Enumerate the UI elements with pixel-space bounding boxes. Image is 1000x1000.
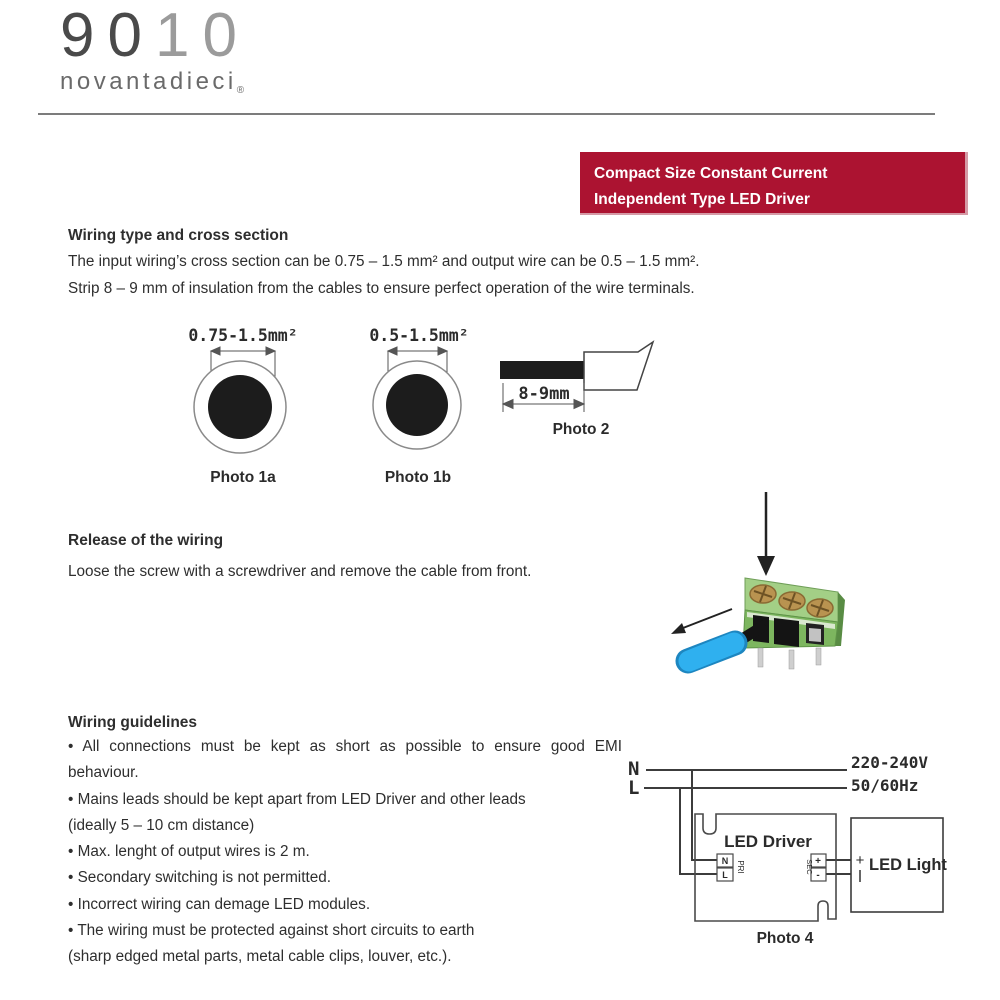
photo-4-caption: Photo 4 <box>756 930 814 947</box>
logo-digits-dark: 90 <box>60 1 155 70</box>
photo-1a-figure <box>165 325 325 495</box>
pri-label: PRI <box>736 860 745 874</box>
photo-2-dimension-label: 8-9mm <box>518 384 570 404</box>
release-paragraph: Loose the screw with a screwdriver and remove the cable from front. <box>68 563 532 580</box>
frequency-label: 50/60Hz <box>851 776 919 795</box>
guideline-line: (ideally 5 – 10 cm distance) <box>68 816 255 834</box>
press-down-arrow-icon <box>757 492 775 576</box>
terminal-pin <box>789 650 794 669</box>
guideline-line: • Mains leads should be kept apart from LED Driver and other leads <box>68 790 526 808</box>
photo-1b-caption: Photo 1b <box>384 469 452 486</box>
photo-2-figure <box>488 330 668 450</box>
terminal-l-label: L <box>722 870 728 880</box>
logo-9010 <box>60 1 250 70</box>
dimension-arrow-right-icon <box>266 347 275 355</box>
dimension-arrow-left-icon <box>503 400 513 409</box>
sec-label: SEC <box>805 859 814 875</box>
metal-clamp <box>809 628 821 642</box>
header-divider <box>38 113 935 115</box>
light-plus-mark: + <box>855 852 865 869</box>
wiring-type-line-1: The input wiring’s cross section can be 0.75 – 1.5 mm² and output wire can be 0.5 – 1.5 mm². <box>68 253 700 270</box>
banner-line-1: Compact Size Constant Current <box>594 165 828 182</box>
dimension-arrow-left-icon <box>388 347 397 355</box>
pull-out-arrow-icon <box>671 609 732 634</box>
line-label: L <box>628 777 640 799</box>
guidelines-list <box>68 734 622 971</box>
wiring-type-line-2: Strip 8 – 9 mm of insulation from the cables to ensure perfect operation of the wire terminals. <box>68 279 695 297</box>
terminal-pin <box>758 648 763 667</box>
voltage-label: 220-240V <box>851 753 929 772</box>
line-drop-wire <box>680 788 717 874</box>
dimension-arrow-right-icon <box>574 400 584 409</box>
registered-trademark-icon: ® <box>236 85 245 96</box>
terminal-screw <box>807 599 833 617</box>
guidelines-heading: Wiring guidelines <box>68 714 198 731</box>
logo-digits-light: 10 <box>154 1 250 70</box>
guideline-line: • Secondary switching is not permitted. <box>68 869 331 887</box>
led-driver-label: LED Driver <box>724 832 812 851</box>
terminal-screw <box>750 585 776 603</box>
guideline-line: • All connections must be kept as short as possible to ensure good EMI <box>68 738 622 755</box>
led-light-label: LED Light <box>869 856 947 874</box>
guideline-line: behaviour. <box>68 764 139 782</box>
terminal-screw <box>779 592 805 610</box>
product-banner <box>580 152 968 215</box>
cable-jacket <box>584 342 653 390</box>
guideline-line: (sharp edged metal parts, metal cable clips, louver, etc.). <box>68 948 452 966</box>
stripped-wire <box>500 361 584 379</box>
photo-1b-dimension-label: 0.5-1.5mm² <box>369 326 469 345</box>
photo-2-caption: Photo 2 <box>552 421 610 438</box>
photo-1a-caption: Photo 1a <box>210 469 276 486</box>
photo-1a-dimension-label: 0.75-1.5mm² <box>188 326 298 345</box>
dimension-arrow-right-icon <box>438 347 447 355</box>
wire-core-circle <box>208 375 272 439</box>
guideline-line: • The wiring must be protected against short circuits to earth <box>68 922 475 940</box>
neutral-label: N <box>628 758 640 780</box>
photo-1b-figure <box>343 325 498 495</box>
guideline-line: • Max. lenght of output wires is 2 m. <box>68 843 310 861</box>
banner-line-2: Independent Type LED Driver <box>594 191 810 208</box>
wiring-type-heading: Wiring type and cross section <box>68 227 289 244</box>
terminal-n-label: N <box>721 856 729 866</box>
wiring-diagram-figure <box>622 733 1000 965</box>
wire-core-circle <box>386 374 448 436</box>
release-heading: Release of the wiring <box>68 532 224 549</box>
logo-subtitle: novantadieci® <box>60 68 245 96</box>
wire-opening <box>774 618 799 647</box>
dimension-arrow-left-icon <box>211 347 220 355</box>
guideline-line: • Incorrect wiring can demage LED modules. <box>68 895 371 913</box>
terminal-plus-label: + <box>815 856 821 867</box>
logo-block <box>60 1 250 96</box>
terminal-block-figure <box>655 478 955 703</box>
wiring-type-paragraph <box>68 249 699 302</box>
terminal-minus-label: - <box>816 870 820 881</box>
terminal-pin <box>816 648 821 665</box>
